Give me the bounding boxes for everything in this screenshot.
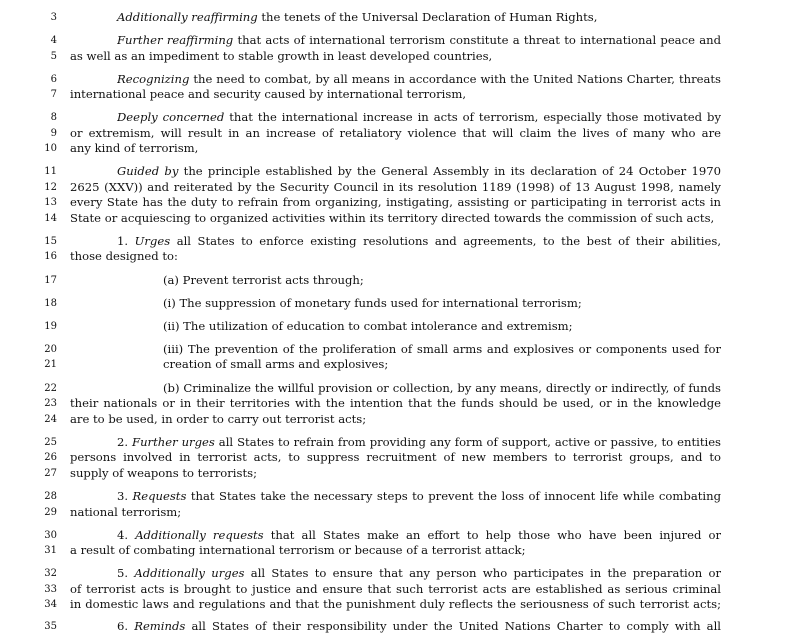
line-number: 26 (44, 452, 57, 463)
line-text (117, 10, 721, 25)
line-number: 8 (50, 112, 57, 123)
emphasis-phrase: Recognizing (117, 72, 190, 86)
line-number: 30 (44, 530, 57, 541)
doc-line (0, 180, 791, 195)
line-text (70, 249, 721, 264)
line-number: 19 (44, 321, 57, 332)
text-run: that the international increase in acts of terrorism, especially those motivated by (229, 110, 721, 124)
line-text (117, 72, 721, 87)
doc-line (0, 273, 791, 288)
line-number: 35 (44, 621, 57, 632)
line-number: 27 (44, 468, 57, 479)
line-number: 21 (44, 359, 57, 370)
doc-line (0, 528, 791, 543)
line-number: 22 (44, 383, 57, 394)
line-text (163, 357, 721, 372)
doc-line (0, 582, 791, 597)
line-number: 15 (44, 236, 57, 247)
line-number: 7 (50, 89, 57, 100)
text-run: their nationals or in their territories with the intention that the funds should be used, or in the knowledge (70, 396, 721, 410)
text-run: (iii) The prevention of the proliferation of small arms and explosives or components used for (163, 342, 721, 356)
text-run: all States of their responsibility under the United Nations Charter to comply with all (191, 619, 721, 633)
line-number: 31 (44, 545, 57, 556)
emphasis-phrase: Additionally requests (135, 528, 264, 542)
text-run: are to be used, in order to carry out terrorist acts; (70, 412, 367, 426)
text-run: persons involved in terrorist acts, to suppress recruitment of new members to terrorist groups, and to (70, 450, 721, 464)
doc-line (0, 435, 791, 450)
text-run: supply of weapons to terrorists; (70, 466, 257, 480)
text-run: or extremism, will result in an increase of retaliatory violence that will claim the lives of many who are (70, 126, 721, 140)
doc-line (0, 110, 791, 125)
emphasis-phrase: Deeply concerned (117, 110, 225, 124)
line-text (70, 87, 721, 102)
doc-line (0, 72, 791, 87)
line-number: 33 (44, 584, 57, 595)
text-run: national terrorism; (70, 505, 182, 519)
doc-line (0, 141, 791, 156)
line-number: 29 (44, 507, 57, 518)
line-number: 23 (44, 398, 57, 409)
line-text (117, 528, 721, 543)
line-text (117, 234, 721, 249)
line-number: 12 (44, 182, 57, 193)
line-number: 25 (44, 437, 57, 448)
line-text (70, 505, 721, 520)
line-number: 3 (50, 12, 57, 23)
line-number: 20 (44, 344, 57, 355)
doc-line (0, 396, 791, 411)
text-run: a result of combating international terrorism or because of a terrorist attack; (70, 543, 526, 557)
emphasis-phrase: Additionally reaffirming (117, 10, 258, 24)
text-run: all States to ensure that any person who participates in the preparation or (250, 566, 721, 580)
doc-line (0, 319, 791, 334)
doc-line (0, 412, 791, 427)
text-run: 1. (117, 234, 135, 248)
line-number: 13 (44, 197, 57, 208)
line-number: 10 (44, 143, 57, 154)
text-run: (i) The suppression of monetary funds used for international terrorism; (163, 296, 582, 310)
line-text (70, 450, 721, 465)
line-text (70, 180, 721, 195)
doc-line (0, 619, 791, 634)
text-run: that acts of international terrorism constitute a threat to international peace and (237, 33, 721, 47)
text-run: (a) Prevent terrorist acts through; (163, 273, 364, 287)
doc-line (0, 164, 791, 179)
line-number: 32 (44, 568, 57, 579)
line-text (70, 126, 721, 141)
text-run: every State has the duty to refrain from organizing, instigating, assisting or participating in terrorist acts in (70, 195, 721, 209)
doc-line (0, 505, 791, 520)
emphasis-phrase: Reminds (134, 619, 186, 633)
line-text (70, 211, 721, 226)
line-text (117, 110, 721, 125)
text-run: 2. (117, 435, 133, 449)
doc-line (0, 381, 791, 396)
text-run: in domestic laws and regulations and that the punishment duly reflects the seriousness of such terrorist acts; (70, 597, 721, 611)
line-number: 28 (44, 491, 57, 502)
text-run: 3. (117, 489, 133, 503)
doc-line (0, 543, 791, 558)
emphasis-phrase: Further urges (132, 435, 215, 449)
line-number: 4 (50, 35, 57, 46)
line-text (163, 296, 721, 311)
text-run: creation of small arms and explosives; (163, 357, 389, 371)
text-run: the need to combat, by all means in accordance with the United Nations Charter, threats (193, 72, 721, 86)
text-run: 6. (117, 619, 135, 633)
line-text (117, 33, 721, 48)
text-run: any kind of terrorism, (70, 141, 199, 155)
line-text (163, 319, 721, 334)
text-run: (ii) The utilization of education to combat intolerance and extremism; (163, 319, 573, 333)
line-text (117, 619, 721, 634)
line-number: 9 (50, 128, 57, 139)
doc-line (0, 49, 791, 64)
line-text (117, 164, 721, 179)
text-run: of terrorist acts is brought to justice and ensure that such terrorist acts are established as serious criminal (70, 582, 721, 596)
doc-line (0, 489, 791, 504)
line-text (70, 597, 721, 612)
line-text (70, 141, 721, 156)
text-run: that States take the necessary steps to prevent the loss of innocent life while combating (190, 489, 721, 503)
text-run: (b) Criminalize the willful provision or collection, by any means, directly or indirectly, of funds (163, 381, 721, 395)
line-text (70, 396, 721, 411)
text-run: 4. (117, 528, 136, 542)
text-run: State or acquiescing to organized activities within its territory directed towards the commission of such acts, (70, 211, 715, 225)
text-run: those designed to: (70, 249, 178, 263)
line-text (117, 566, 721, 581)
text-run: the principle established by the General Assembly in its declaration of 24 October 1970 (183, 164, 721, 178)
doc-line (0, 450, 791, 465)
line-text (70, 543, 721, 558)
doc-line (0, 249, 791, 264)
line-text (70, 49, 721, 64)
line-text (117, 489, 721, 504)
doc-line (0, 234, 791, 249)
doc-line (0, 87, 791, 102)
line-number: 18 (44, 298, 57, 309)
line-number: 11 (44, 166, 57, 177)
text-run: 2625 (XXV)) and reiterated by the Security Council in its resolution 1189 (1998) of 13 August 1998, namely (70, 180, 721, 194)
text-run: the tenets of the Universal Declaration of Human Rights, (257, 10, 598, 24)
doc-line (0, 211, 791, 226)
line-text (163, 381, 721, 396)
line-number: 6 (50, 74, 57, 85)
line-text (163, 342, 721, 357)
doc-line (0, 10, 791, 25)
emphasis-phrase: Urges (134, 234, 171, 248)
line-text (70, 195, 721, 210)
emphasis-phrase: Guided by (117, 164, 179, 178)
text-run: international peace and security caused by international terrorism, (70, 87, 467, 101)
doc-line (0, 126, 791, 141)
text-run: as well as an impediment to stable growth in least developed countries, (70, 49, 493, 63)
line-number: 34 (44, 599, 57, 610)
text-run: that all States make an effort to help those who have been injured or (270, 528, 721, 542)
doc-line (0, 296, 791, 311)
doc-line (0, 195, 791, 210)
text-run: all States to enforce existing resolutions and agreements, to the best of their abilities, (176, 234, 721, 248)
line-text (70, 582, 721, 597)
line-text (70, 412, 721, 427)
line-number: 24 (44, 414, 57, 425)
line-number: 16 (44, 251, 57, 262)
doc-line (0, 357, 791, 372)
emphasis-phrase: Requests (132, 489, 187, 503)
line-text (163, 273, 721, 288)
emphasis-phrase: Further reaffirming (117, 33, 234, 47)
text-run: 5. (117, 566, 135, 580)
line-text (70, 466, 721, 481)
doc-line (0, 466, 791, 481)
line-number: 14 (44, 213, 57, 224)
doc-line (0, 566, 791, 581)
emphasis-phrase: Additionally urges (134, 566, 245, 580)
line-text (117, 435, 721, 450)
doc-line (0, 342, 791, 357)
line-number: 17 (44, 275, 57, 286)
text-run: all States to refrain from providing any form of support, active or passive, to entities (218, 435, 721, 449)
doc-line (0, 33, 791, 48)
line-number: 5 (50, 51, 57, 62)
doc-line (0, 597, 791, 612)
